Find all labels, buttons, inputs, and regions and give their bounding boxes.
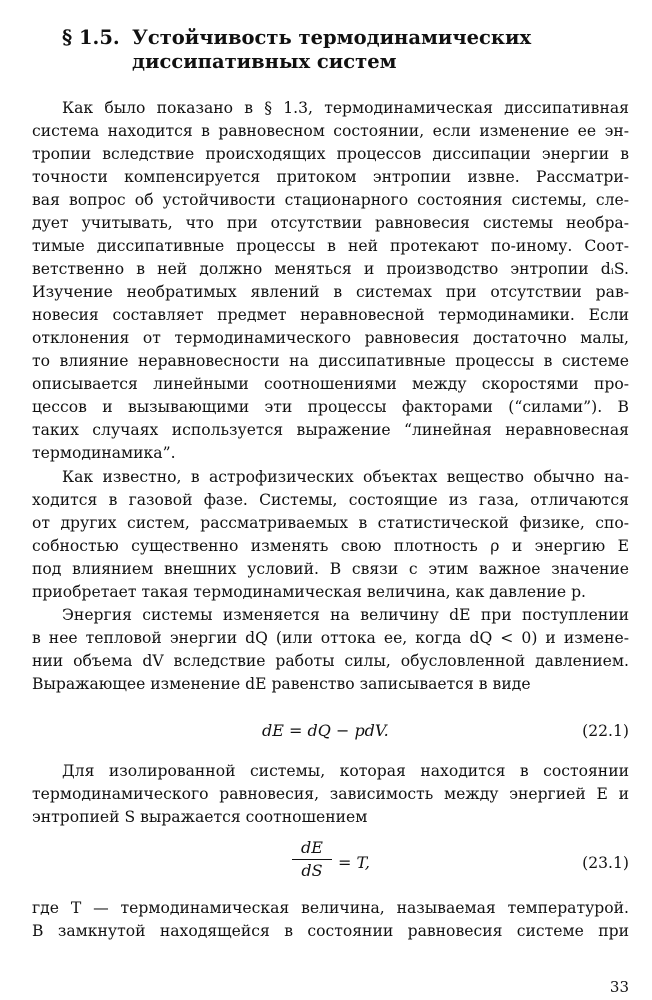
text-line: приобретает такая термодинамическая величина, как давление p.	[32, 583, 587, 601]
text-line: цессов и вызывающими эти процессы факторами (“силами”). В	[32, 398, 629, 416]
text-line: термодинамика”.	[32, 444, 176, 462]
section-heading	[62, 26, 602, 74]
text-line: от других систем, рассматриваемых в статистической физике, спо-	[32, 514, 629, 532]
text-line: описывается линейными соотношениями между скоростями про-	[32, 375, 629, 393]
text-line: вая вопрос об устойчивости стационарного состояния системы, сле-	[32, 191, 629, 209]
text-line: энтропией S выражается соотношением	[32, 808, 368, 826]
fraction-denominator: dS	[301, 861, 323, 880]
text-line: тимые диссипативные процессы в ней протекают по-иному. Соот-	[32, 237, 629, 255]
section-title-line-1: Устойчивость термодинамических	[132, 26, 532, 49]
equation-number: (23.1)	[582, 854, 629, 872]
text-line: в нее тепловой энергии dQ (или оттока ее, когда dQ < 0) и измене-	[32, 629, 629, 647]
text-line: точности компенсируется притоком энтропии извне. Рассматри-	[32, 168, 629, 186]
text-line: В замкнутой находящейся в состоянии равновесия системе при	[32, 922, 629, 940]
text-line: Энергия системы изменяется на величину dE при поступлении	[62, 606, 629, 624]
fraction-numerator: dE	[301, 838, 323, 857]
text-line: дует учитывать, что при отсутствии равновесия системы необра-	[32, 214, 629, 232]
section-number: § 1.5.	[62, 26, 120, 49]
equation-23-1-rhs: = T,	[338, 853, 370, 872]
text-line: то влияние неравновесности на диссипативные процессы в системе	[32, 352, 629, 370]
text-line: Изучение необратимых явлений в системах при отсутствии рав-	[32, 283, 629, 301]
text-line: ходится в газовой фазе. Системы, состоящие из газа, отличаются	[32, 491, 629, 509]
text-line: отклонения от термодинамического равновесия достаточно малы,	[32, 329, 629, 347]
text-line: таких случаях используется выражение “линейная неравновесная	[32, 421, 629, 439]
text-line: Для изолированной системы, которая находится в состоянии	[62, 762, 629, 780]
text-line: Как известно, в астрофизических объектах вещество обычно на-	[62, 468, 629, 486]
text-line: термодинамического равновесия, зависимость между энергией E и	[32, 785, 629, 803]
text-line: нии объема dV вследствие работы силы, обусловленной давлением.	[32, 652, 629, 670]
text-line: ветственно в ней должно меняться и производство энтропии dᵢS.	[32, 260, 629, 278]
equation-number: (22.1)	[582, 722, 629, 740]
text-line: новесия составляет предмет неравновесной термодинамики. Если	[32, 306, 629, 324]
equation-22-1: dE = dQ − pdV.	[262, 721, 389, 740]
text-line: Как было показано в § 1.3, термодинамическая диссипативная	[62, 99, 629, 117]
text-line: Выражающее изменение dE равенство записывается в виде	[32, 675, 531, 693]
text-line: под влиянием внешних условий. В связи с этим важное значение	[32, 560, 629, 578]
fraction-bar	[292, 859, 332, 860]
text-line: тропии вследствие происходящих процессов диссипации энергии в	[32, 145, 629, 163]
text-line: где T — термодинамическая величина, называемая температурой.	[32, 899, 629, 917]
text-line: система находится в равновесном состоянии, если изменение ее эн-	[32, 122, 629, 140]
equation-23-1-fraction	[292, 838, 332, 881]
section-title-line-2: диссипативных систем	[132, 50, 397, 73]
page-number: 33	[609, 978, 629, 996]
text-line: собностью существенно изменять свою плотность ρ и энергию E	[32, 537, 629, 555]
